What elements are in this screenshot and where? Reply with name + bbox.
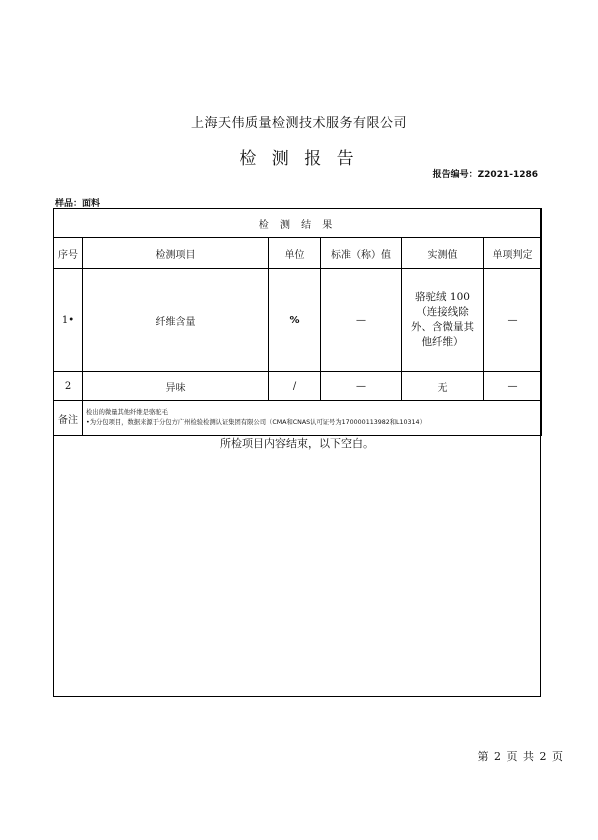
column-header: 实测值 — [402, 238, 484, 269]
end-of-results-text: 所检项目内容结束，以下空白。 — [220, 437, 374, 450]
report-title: 检 测 报 告 — [239, 149, 359, 169]
measured-value — [402, 269, 484, 372]
standard-value: — — [321, 372, 402, 401]
judgement: — — [484, 372, 542, 401]
row-number: 2 — [54, 372, 83, 401]
table-row — [54, 269, 542, 372]
column-header: 单项判定 — [484, 238, 542, 269]
column-header: 标准（称）值 — [321, 238, 402, 269]
column-header: 序号 — [54, 238, 83, 269]
company-name: 上海天伟质量检测技术服务有限公司 — [190, 116, 407, 131]
sample-label: 样品：面料 — [55, 199, 101, 209]
unit: / — [269, 372, 321, 401]
test-item: 纤维含量 — [83, 269, 269, 372]
table-row — [54, 372, 542, 401]
notes-cell — [83, 401, 542, 436]
report-number: 报告编号：Z2021-1286 — [432, 170, 538, 180]
measured-value: 无 — [402, 372, 484, 401]
judgement: — — [484, 269, 542, 372]
column-header: 检测项目 — [83, 238, 269, 269]
test-item: 异味 — [83, 372, 269, 401]
note-line: •为分包项目，数据来源于分包方广州检验检测认证集团有限公司（CMA和CNAS认可证号为170000113982和L10314） — [86, 419, 426, 426]
column-header-row — [54, 238, 542, 269]
unit: % — [269, 269, 321, 372]
results-table — [53, 208, 542, 436]
note-line: 检出的微量其他纤维是骆驼毛 — [86, 409, 168, 416]
measured-value-text: 骆驼绒 100（连接线除外、含微量其他纤维） — [411, 291, 474, 348]
column-header: 单位 — [269, 238, 321, 269]
notes-label: 备注 — [54, 401, 83, 436]
row-number: 1• — [54, 269, 83, 372]
results-section-title: 检 测 结 果 — [54, 209, 542, 238]
notes-row — [54, 401, 542, 436]
page-number: 第 2 页 共 2 页 — [477, 750, 564, 763]
standard-value: — — [321, 269, 402, 372]
